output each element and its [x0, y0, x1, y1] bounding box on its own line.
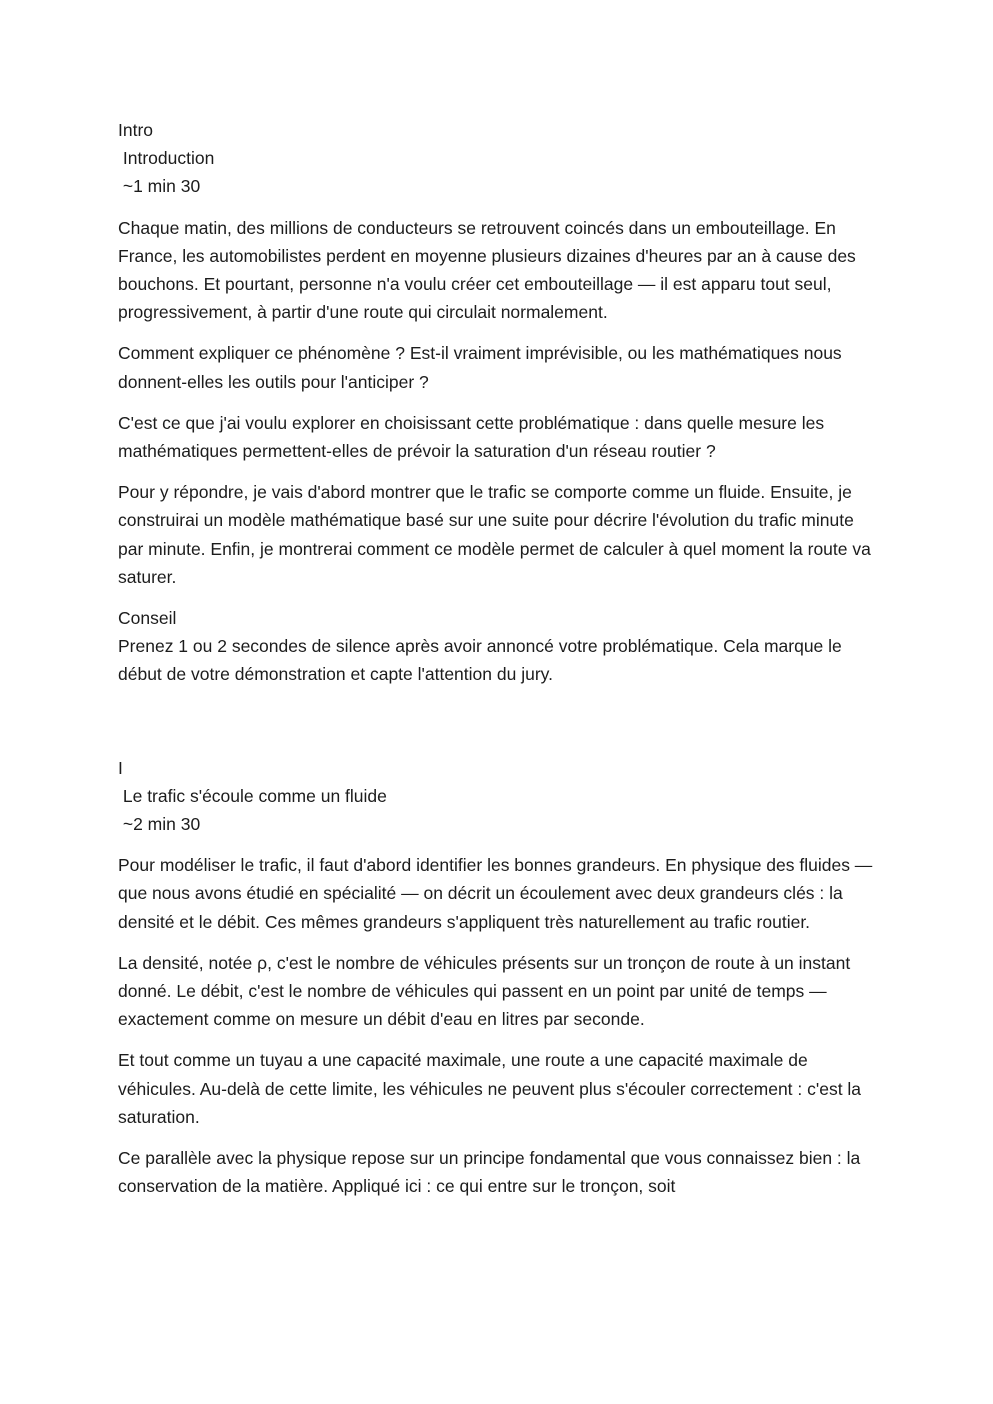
section-title: Introduction [118, 148, 215, 169]
paragraph: Pour modéliser le trafic, il faut d'abord identifier les bonnes grandeurs. En physique des fluides — que nous avons étudié en spécialité — on décrit un écoulement avec deux grandeurs clés : la densité et le débit. Ces mêmes grandeurs s'appliquent très naturellement au trafic routier. [118, 855, 873, 932]
section-tag: Intro [118, 120, 154, 140]
section-duration: ~2 min 30 [118, 814, 201, 835]
intro-header [118, 116, 873, 201]
tip-label: Conseil [118, 608, 177, 629]
tip-callout [118, 604, 873, 689]
paragraph: Ce parallèle avec la physique repose sur un principe fondamental que vous connaissez bien : la conservation de la matière. Appliqué ici : ce qui entre sur le tronçon, soit [118, 1148, 861, 1197]
paragraph: Chaque matin, des millions de conducteurs se retrouvent coincés dans un embouteillage. En France, les automobilistes perdent en moyenne plusieurs dizaines d'heures par an à cause des bouchons. Et pourtant, personne n'a voulu créer cet embouteillage — il est apparu tout seul, progressivement, à partir d'une route qui circulait normalement. [118, 217, 856, 323]
part1-section [118, 754, 873, 1201]
intro-section [118, 116, 873, 689]
tip-text: Prenez 1 ou 2 secondes de silence après avoir annoncé votre problématique. Cela marque le début de votre démonstration et capte l'attention du jury. [118, 636, 842, 685]
section-duration: ~1 min 30 [118, 176, 201, 197]
paragraph: C'est ce que j'ai voulu explorer en choisissant cette problématique : dans quelle mesure les mathématiques permettent-elles de prévoir la saturation d'un réseau routier ? [118, 412, 825, 462]
paragraph: Comment expliquer ce phénomène ? Est-il vraiment imprévisible, ou les mathématiques nous donnent-elles les outils pour l'anticiper ? [118, 343, 842, 392]
paragraph: Et tout comme un tuyau a une capacité maximale, une route a une capacité maximale de véhicules. Au-delà de cette limite, les véhicules ne peuvent plus s'écouler correctement : c'est la saturation. [118, 1050, 862, 1127]
document-page [118, 116, 873, 1214]
part1-header [118, 754, 873, 839]
section-tag: I [118, 757, 123, 778]
paragraph: Pour y répondre, je vais d'abord montrer que le trafic se comporte comme un fluide. Ensuite, je construirai un modèle mathématique basé sur une suite pour décrire l'évolution du trafic minute par minute. Enfin, je montrerai comment ce modèle permet de calculer à quel moment la route va saturer. [118, 482, 871, 587]
paragraph: La densité, notée ρ, c'est le nombre de véhicules présents sur un tronçon de route à un instant donné. Le débit, c'est le nombre de véhicules qui passent en un point par unité de temps — exactement comme on mesure un débit d'eau en litres par seconde. [118, 952, 851, 1030]
section-title: Le trafic s'écoule comme un fluide [118, 785, 387, 806]
section-spacer [118, 702, 873, 754]
